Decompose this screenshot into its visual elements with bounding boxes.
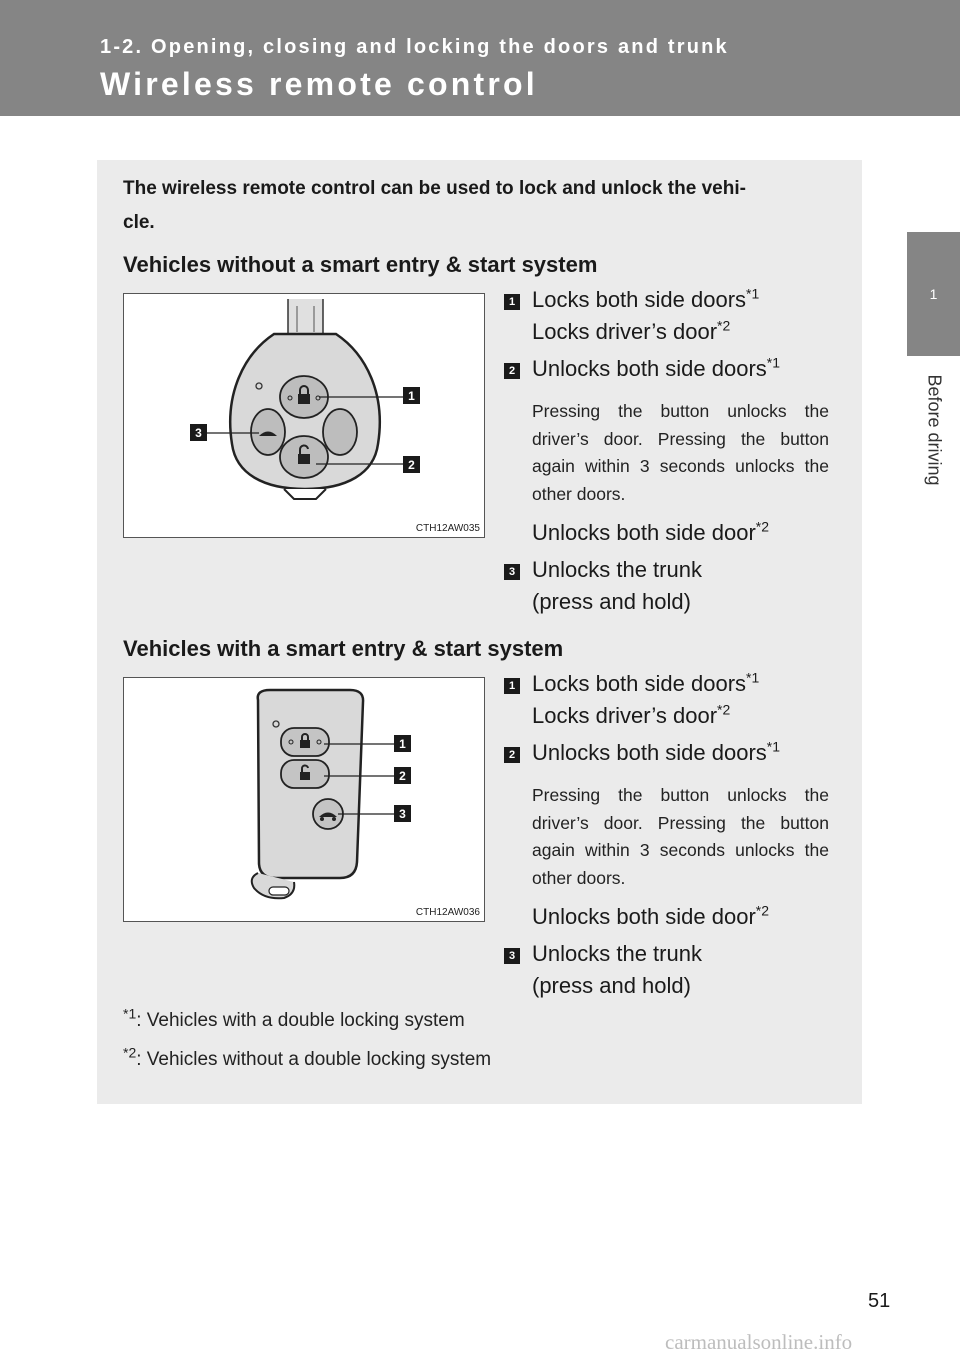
- figure-smart-key: [123, 677, 485, 922]
- section-title: 1-2. Opening, closing and locking the doors and trunk: [100, 36, 729, 58]
- section-heading-smart: Vehicles with a smart entry & start system: [123, 636, 564, 661]
- item-badge-3: 3: [504, 564, 520, 580]
- item-badge-2: 2: [504, 747, 520, 763]
- item-badge-2: 2: [504, 363, 520, 379]
- callout-2: 2: [399, 769, 406, 783]
- intro-line-2: cle.: [123, 212, 155, 233]
- callout-1: 1: [399, 737, 406, 751]
- key-remote-illustration: [124, 294, 486, 539]
- item-lock-both: Locks both side doors$^{*1}$: [532, 669, 760, 696]
- item-lock-both: Locks both side doors$^{*1}$: [532, 285, 760, 312]
- header-band: [0, 0, 960, 116]
- callout-1: 1: [408, 389, 415, 403]
- item-unlock-door: Unlocks both side door$^{*2}$: [532, 902, 770, 929]
- item-lock-driver: Locks driver’s door$^{*2}$: [532, 701, 731, 728]
- watermark[interactable]: carmanualsonline.info: [665, 1330, 853, 1354]
- page-number: 51: [868, 1290, 891, 1312]
- trunk-button-illustration: [251, 409, 285, 455]
- page-title: Wireless remote control: [100, 66, 538, 102]
- intro-text: [123, 172, 833, 240]
- intro-line-1: The wireless remote control can be used to lock and unlock the vehi-: [123, 178, 746, 199]
- callout-3: 3: [195, 426, 202, 440]
- item-unlock-both: Unlocks both side doors$^{*1}$: [532, 738, 781, 765]
- item-trunk: Unlocks the trunk: [532, 557, 702, 582]
- section-heading-standard: Vehicles without a smart entry & start system: [123, 252, 598, 277]
- chapter-tab[interactable]: [907, 232, 960, 356]
- figure-code: CTH12AW036: [415, 907, 480, 918]
- item-lock-driver: Locks driver’s door$^{*2}$: [532, 317, 731, 344]
- figure-key-remote: [123, 293, 485, 538]
- callout-2: 2: [408, 458, 415, 472]
- smart-key-illustration: [124, 678, 486, 923]
- chapter-number: 1: [929, 286, 938, 302]
- item-trunk-hint: (press and hold): [532, 973, 691, 998]
- item-badge-3: 3: [504, 948, 520, 964]
- item-trunk-hint: (press and hold): [532, 589, 691, 614]
- footnote-1: $^{*1}$: Vehicles with a double locking system: [123, 1005, 465, 1031]
- item-unlock-door: Unlocks both side door$^{*2}$: [532, 518, 770, 545]
- footnote-2: $^{*2}$: Vehicles without a double locking system: [123, 1044, 492, 1070]
- item-trunk: Unlocks the trunk: [532, 941, 702, 966]
- item-note: Pressing the button unlocks the driver’s door. Pressing the button again within 3 seconds unlocks the other doors.: [532, 401, 829, 504]
- callout-3: 3: [399, 807, 406, 821]
- lock-button-illustration: [281, 728, 329, 756]
- unlock-button-illustration: [280, 436, 328, 478]
- unlock-button-illustration: [281, 760, 329, 788]
- item-unlock-both: Unlocks both side doors$^{*1}$: [532, 354, 781, 381]
- item-badge-1: 1: [504, 294, 520, 310]
- chapter-label: Before driving: [924, 374, 945, 486]
- figure-code: CTH12AW035: [415, 523, 480, 534]
- item-note: Pressing the button unlocks the driver’s door. Pressing the button again within 3 seconds unlocks the other doors.: [532, 785, 829, 888]
- item-badge-1: 1: [504, 678, 520, 694]
